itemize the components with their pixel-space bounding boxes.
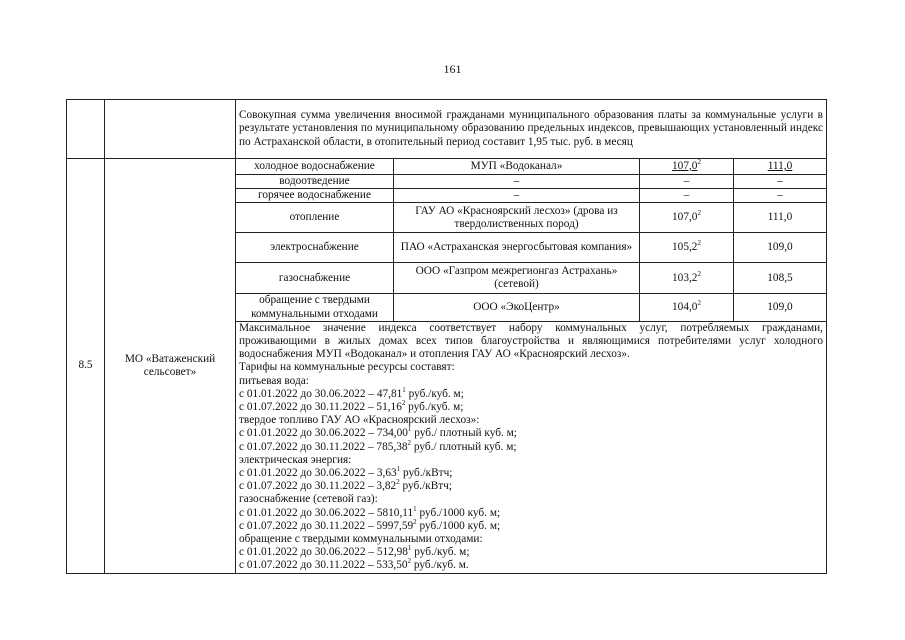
- service-name: горячее водоснабжение: [236, 189, 394, 203]
- tariff-unit: руб./1000 куб. м;: [416, 506, 501, 519]
- page-number: 161: [443, 62, 462, 76]
- index-first-half: [640, 233, 734, 263]
- footnote-mark: 1: [396, 465, 401, 474]
- description-cell: [236, 321, 827, 573]
- row-code: 8.5: [67, 159, 105, 574]
- tariff-line: [239, 385, 823, 401]
- tariff-unit: руб./куб. м;: [405, 387, 464, 400]
- tariffs-intro: Тарифы на коммунальные ресурсы составят:: [239, 361, 455, 374]
- tariff-unit: руб./куб. м;: [411, 546, 470, 559]
- index-value: –: [683, 189, 690, 202]
- index-second-half: [734, 175, 827, 189]
- tariff-unit: руб./1000 куб. м;: [416, 519, 501, 532]
- tariff-group-title: электрическая энергия:: [239, 453, 352, 466]
- index-second-half: [734, 233, 827, 263]
- intro-text: Совокупная сумма увеличения вносимой гражданами муниципального образования платы за коммунальные услуги в результате установления по муниципальному образованию предельных индексов, превышающих установленный индекс по Астраханской области, в отопительный период составит 1,95 тыс. руб. в месяц: [236, 100, 827, 159]
- service-provider: ПАО «Астраханская энергосбытовая компания»: [394, 233, 640, 263]
- service-provider: ГАУ АО «Красноярский лесхоз» (дрова из твердолиственных пород): [394, 203, 640, 233]
- tariff-period-value: с 01.07.2022 до 30.11.2022 – 533,50: [239, 559, 408, 572]
- footnote-mark: 2: [413, 517, 417, 526]
- index-value: 103,2: [672, 271, 698, 284]
- tariff-line: [239, 438, 823, 454]
- tariff-period-value: с 01.01.2022 до 30.06.2022 – 47,81: [239, 387, 403, 400]
- tariff-group-title: питьевая вода:: [239, 374, 309, 387]
- footnote-mark: 1: [407, 425, 412, 434]
- index-value: 107,0: [672, 159, 698, 172]
- service-row: [67, 159, 827, 175]
- footnote-mark: 2: [401, 399, 406, 408]
- tariff-line: [239, 517, 823, 533]
- tariff-unit: руб./куб. м;: [405, 401, 464, 414]
- tariff-line: [239, 480, 823, 493]
- index-second-half: [734, 203, 827, 233]
- index-value: 108,5: [767, 271, 793, 284]
- tariff-unit: руб./ плотный куб. м;: [411, 440, 517, 453]
- index-value: 111,0: [767, 159, 793, 172]
- index-first-half: [640, 294, 734, 321]
- max-index-text: Максимальное значение индекса соответствует набору коммунальных услуг, потребляемых гражданами, проживающими в жилых домах всех типов благоустройства и являющимися потребителями услуг холодного водоснабжения МУП «Водоканал» и отопления ГАУ АО «Красноярский лесхоз».: [239, 321, 823, 361]
- index-first-half: [640, 159, 734, 175]
- service-provider: ООО «ЭкоЦентр»: [394, 294, 640, 321]
- tariff-unit: руб./кВтч;: [400, 467, 453, 480]
- footnote-mark: 2: [396, 478, 400, 487]
- index-value: 109,0: [767, 301, 793, 313]
- intro-row: [67, 100, 827, 159]
- index-value: 107,0: [672, 211, 698, 224]
- tariff-group-title: обращение с твердыми коммунальными отходами:: [239, 533, 483, 546]
- service-name: холодное водоснабжение: [236, 159, 394, 175]
- tariff-period-value: с 01.07.2022 до 30.11.2022 – 5997,59: [239, 519, 414, 532]
- tariff-unit: руб./ плотный куб. м;: [411, 427, 517, 440]
- index-first-half: [640, 263, 734, 294]
- index-first-half: [640, 203, 734, 233]
- index-second-half: [734, 294, 827, 321]
- service-name: водоотведение: [236, 175, 394, 189]
- footnote-mark: 2: [407, 438, 411, 447]
- tariff-unit: руб./кВтч;: [399, 480, 453, 493]
- footnote-mark: 1: [402, 385, 406, 394]
- service-provider: ООО «Газпром межрегионгаз Астрахань» (сетевой): [394, 263, 640, 294]
- tariff-period-value: с 01.07.2022 до 30.11.2022 – 785,38: [239, 440, 408, 453]
- service-provider: МУП «Водоканал»: [394, 159, 640, 175]
- tariff-line: [239, 546, 823, 559]
- index-first-half: [640, 175, 734, 189]
- index-value: 109,0: [767, 241, 793, 254]
- tariff-line: [239, 427, 823, 440]
- tariff-group-title: газоснабжение (сетевой газ):: [239, 493, 378, 506]
- footnote-mark: 2: [697, 299, 701, 307]
- service-name: газоснабжение: [236, 263, 394, 294]
- tariff-period-value: с 01.01.2022 до 30.06.2022 – 734,00: [239, 427, 408, 440]
- index-second-half: [734, 159, 827, 175]
- index-second-half: [734, 263, 827, 294]
- footnote-mark: 2: [697, 269, 701, 278]
- empty-cell: [105, 100, 236, 159]
- tariff-unit: руб./куб. м.: [411, 559, 469, 572]
- tariff-period-value: с 01.01.2022 до 30.06.2022 – 3,63: [239, 467, 397, 480]
- tariff-line: [239, 467, 823, 480]
- index-first-half: [640, 189, 734, 203]
- index-value: 111,0: [767, 211, 793, 224]
- index-second-half: [734, 189, 827, 203]
- index-value: –: [777, 175, 783, 187]
- service-name: электроснабжение: [236, 233, 394, 263]
- index-value: –: [777, 189, 783, 202]
- footnote-mark: 1: [407, 544, 412, 553]
- tariff-line: [239, 401, 823, 414]
- footnote-mark: 2: [697, 209, 701, 218]
- empty-cell: [67, 100, 105, 159]
- service-name: обращение с твердыми коммунальными отходами: [236, 294, 394, 321]
- footnote-mark: 2: [697, 157, 701, 166]
- tariff-period-value: с 01.01.2022 до 30.06.2022 – 512,98: [239, 546, 408, 559]
- service-provider: –: [394, 175, 640, 189]
- footnote-mark: 2: [407, 557, 411, 566]
- index-value: –: [683, 175, 690, 187]
- service-name: отопление: [236, 203, 394, 233]
- tariff-period-value: с 01.01.2022 до 30.06.2022 – 5810,11: [239, 506, 414, 519]
- tariff-line: [239, 559, 823, 572]
- index-value: 104,0: [672, 301, 698, 313]
- footnote-mark: 2: [697, 239, 701, 248]
- tariff-line: [239, 504, 823, 520]
- footnote-mark: 1: [413, 504, 417, 513]
- tariff-table-body: [67, 100, 827, 574]
- index-value: 105,2: [672, 241, 698, 254]
- tariff-table: [66, 99, 827, 574]
- service-provider: –: [394, 189, 640, 203]
- tariff-period-value: с 01.07.2022 до 30.11.2022 – 51,16: [239, 401, 402, 414]
- tariff-group-title: твердое топливо ГАУ АО «Красноярский лесхоз»:: [239, 414, 480, 427]
- municipality-name: МО «Ватаженский сельсовет»: [105, 159, 236, 574]
- tariff-period-value: с 01.07.2022 до 30.11.2022 – 3,82: [239, 480, 397, 493]
